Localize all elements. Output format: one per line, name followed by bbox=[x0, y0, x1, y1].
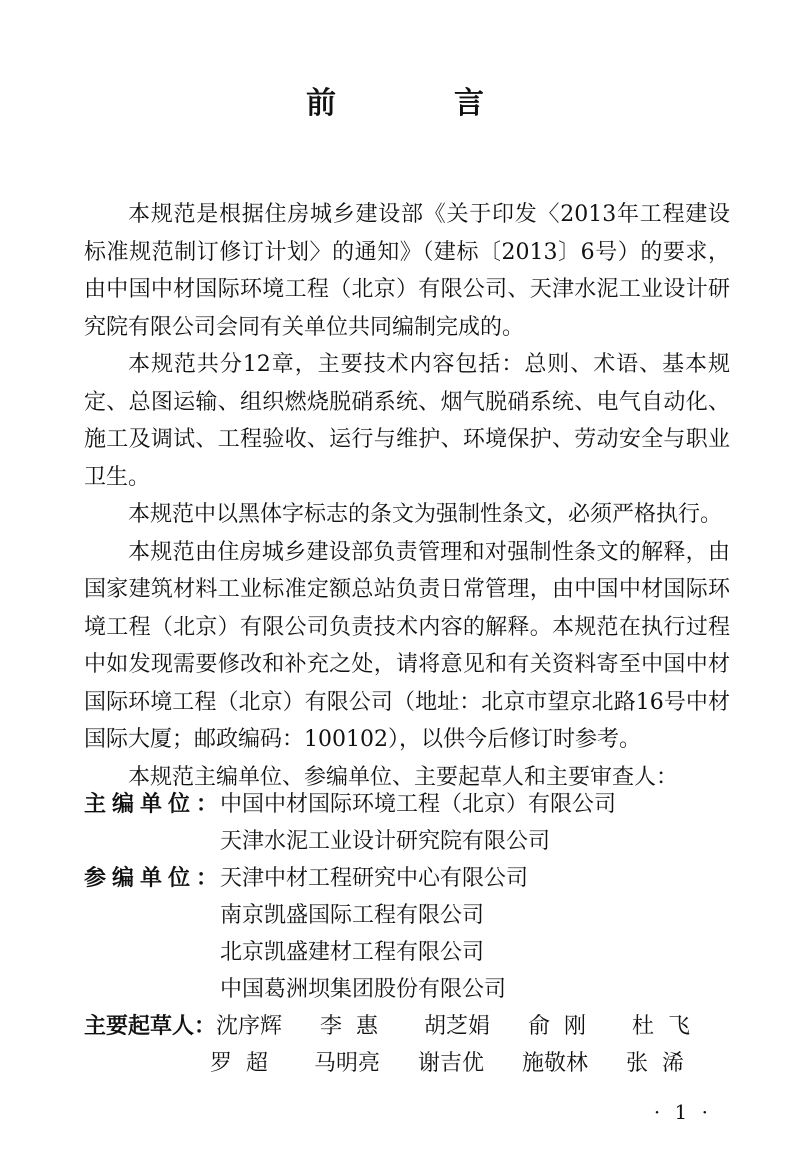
drafter-name: 张浠 bbox=[626, 1051, 699, 1076]
participating-unit: 南京凯盛国际工程有限公司 bbox=[220, 903, 485, 928]
page-number: · 1 · bbox=[653, 1100, 712, 1124]
participating-unit: 天津中材工程研究中心有限公司 bbox=[220, 866, 529, 891]
drafter-name: 胡芝娟 bbox=[424, 1014, 491, 1039]
drafters-row bbox=[84, 1043, 730, 1080]
paragraph-management: 本规范由住房城乡建设部负责管理和对强制性条文的解释，由国家建筑材料工业标准定额总站负责日常管理，由中国中材国际环境工程（北京）有限公司负责技术内容的解释。本规范在执行过程中如发现需要修改和补充之处，请将意见和有关资料寄至中国中材国际环境工程（北京）有限公司（地址：北京市望京北路16号中材国际大厦；邮政编码：100102），以供今后修订时参考。 bbox=[84, 539, 730, 752]
paragraph-mandatory: 本规范中以黑体字标志的条文为强制性条文，必须严格执行。 bbox=[128, 502, 723, 527]
drafter-name: 杜飞 bbox=[632, 1014, 705, 1039]
participating-units-label: 参编单位： bbox=[84, 866, 225, 891]
drafter-name: 施敬林 bbox=[522, 1051, 589, 1076]
drafters-row bbox=[84, 1006, 730, 1043]
drafter-name: 罗超 bbox=[210, 1051, 283, 1076]
chief-unit-row bbox=[84, 821, 730, 858]
drafter-name: 李惠 bbox=[320, 1014, 393, 1039]
participating-unit-row bbox=[84, 895, 730, 932]
staff-list bbox=[84, 784, 730, 1080]
paragraph-basis: 本规范是根据住房城乡建设部《关于印发〈2013年工程建设标准规范制订修订计划〉的通知》（建标〔2013〕6号）的要求，由中国中材国际环境工程（北京）有限公司、天津水泥工业设计研究院有限公司会同有关单位共同编制完成的。 bbox=[84, 202, 730, 340]
foreword-body bbox=[84, 196, 730, 796]
drafter-name: 谢吉优 bbox=[418, 1051, 485, 1076]
chief-units-label: 主编单位： bbox=[84, 792, 225, 817]
participating-unit-row bbox=[84, 932, 730, 969]
drafters-label: 主要起草人： bbox=[84, 1014, 217, 1039]
page-title: 前 言 bbox=[306, 86, 528, 121]
participating-unit: 北京凯盛建材工程有限公司 bbox=[220, 940, 485, 965]
chief-unit: 天津水泥工业设计研究院有限公司 bbox=[220, 829, 551, 854]
drafter-names bbox=[210, 1046, 730, 1077]
paragraph-staff-intro: 本规范主编单位、参编单位、主要起草人和主要审查人： bbox=[128, 764, 679, 790]
chief-unit: 中国中材国际环境工程（北京）有限公司 bbox=[220, 792, 617, 817]
participating-unit-row bbox=[84, 969, 730, 1006]
chief-unit-row bbox=[84, 784, 730, 821]
participating-unit-row bbox=[84, 858, 730, 895]
drafter-name: 俞刚 bbox=[528, 1014, 601, 1039]
drafter-name: 沈序辉 bbox=[216, 1014, 283, 1039]
drafter-names bbox=[216, 1009, 736, 1040]
participating-unit: 中国葛洲坝集团股份有限公司 bbox=[220, 977, 507, 1002]
drafter-name: 马明亮 bbox=[314, 1051, 381, 1076]
paragraph-chapters: 本规范共分12章，主要技术内容包括：总则、术语、基本规定、总图运输、组织燃烧脱硝系统、烟气脱硝系统、电气自动化、施工及调试、工程验收、运行与维护、环境保护、劳动安全与职业卫生。 bbox=[84, 352, 730, 490]
